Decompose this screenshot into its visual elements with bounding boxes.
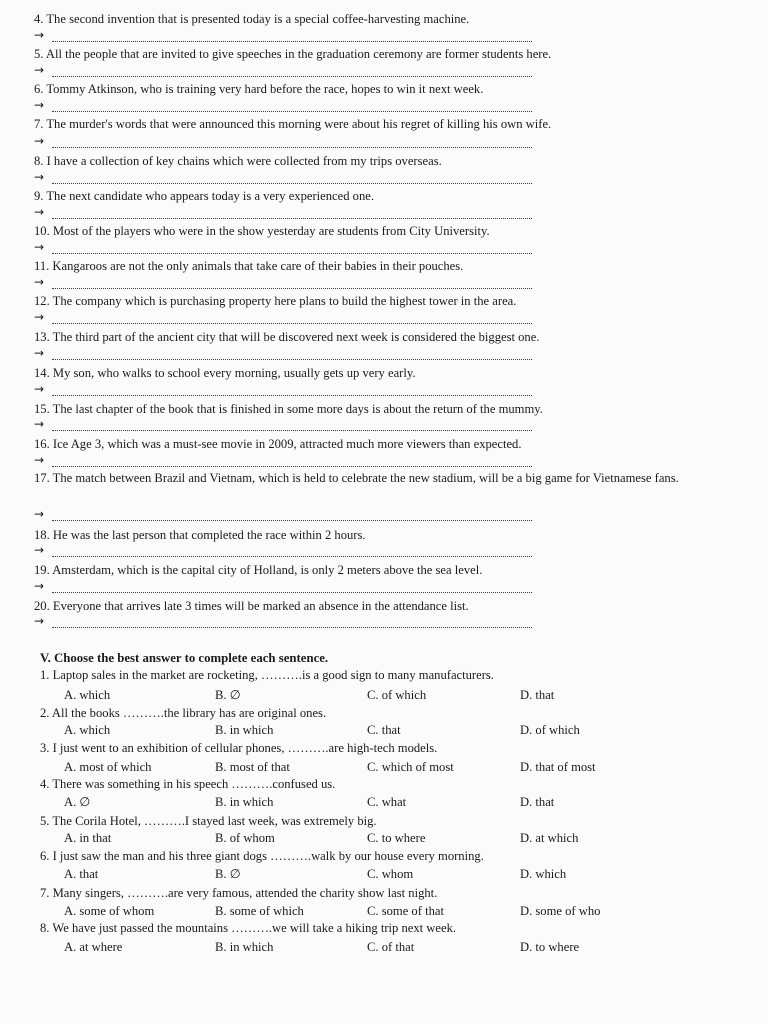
- answer-option[interactable]: A. ∅: [64, 795, 91, 809]
- exercise-sentence: 4. The second invention that is presented today is a special coffee-harvesting machine.: [34, 12, 470, 26]
- answer-option[interactable]: B. most of that: [215, 760, 290, 774]
- answer-option[interactable]: D. some of who: [520, 904, 601, 918]
- question-stem: 6. I just saw the man and his three giant dogs ……….walk by our house every morning.: [40, 849, 484, 863]
- question-stem: 4. There was something in his speech ……….confused us.: [40, 777, 336, 791]
- question-stem: 3. I just went to an exhibition of cellular phones, ……….are high-tech models.: [40, 741, 438, 755]
- answer-line[interactable]: [34, 382, 532, 399]
- exercise-sentence: 19. Amsterdam, which is the capital city of Holland, is only 2 meters above the sea level.: [34, 563, 483, 577]
- exercise-sentence: 16. Ice Age 3, which was a must-see movie in 2009, attracted much more viewers than expected.: [34, 437, 522, 451]
- arrow-icon: →: [34, 614, 45, 628]
- arrow-icon: →: [34, 346, 45, 360]
- answer-line[interactable]: [34, 453, 532, 470]
- answer-option[interactable]: C. whom: [367, 867, 414, 881]
- answer-option[interactable]: A. at where: [64, 940, 123, 954]
- answer-option[interactable]: D. that: [520, 795, 555, 809]
- answer-option[interactable]: C. of which: [367, 688, 427, 702]
- answer-option[interactable]: C. of that: [367, 940, 415, 954]
- answer-option[interactable]: B. in which: [215, 795, 274, 809]
- exercise-sentence: 17. The match between Brazil and Vietnam, which is held to celebrate the new stadium, will be a big game for Vietnamese fans.: [34, 471, 679, 485]
- dotted-answer-blank[interactable]: [52, 466, 532, 467]
- answer-option[interactable]: D. that of most: [520, 760, 596, 774]
- exercise-sentence: 6. Tommy Atkinson, who is training very hard before the race, hopes to win it next week.: [34, 82, 484, 96]
- answer-line[interactable]: [34, 614, 532, 631]
- answer-option[interactable]: B. ∅: [215, 867, 241, 881]
- arrow-icon: →: [34, 98, 45, 112]
- exercise-sentence: 5. All the people that are invited to give speeches in the graduation ceremony are former students here.: [34, 47, 552, 61]
- dotted-answer-blank[interactable]: [52, 288, 532, 289]
- exercise-sentence: 14. My son, who walks to school every morning, usually gets up very early.: [34, 366, 416, 380]
- dotted-answer-blank[interactable]: [52, 592, 532, 593]
- answer-option[interactable]: A. most of which: [64, 760, 152, 774]
- dotted-answer-blank[interactable]: [52, 556, 532, 557]
- answer-option[interactable]: A. in that: [64, 831, 112, 845]
- question-stem: 5. The Corila Hotel, ……….I stayed last week, was extremely big.: [40, 814, 377, 828]
- answer-line[interactable]: [34, 507, 532, 524]
- arrow-icon: →: [34, 134, 45, 148]
- answer-line[interactable]: [34, 205, 532, 222]
- arrow-icon: →: [34, 543, 45, 557]
- dotted-answer-blank[interactable]: [52, 395, 532, 396]
- answer-option[interactable]: C. which of most: [367, 760, 454, 774]
- arrow-icon: →: [34, 240, 45, 254]
- answer-line[interactable]: [34, 543, 532, 560]
- answer-option[interactable]: B. some of which: [215, 904, 304, 918]
- answer-option[interactable]: D. at which: [520, 831, 579, 845]
- answer-option[interactable]: A. which: [64, 688, 111, 702]
- dotted-answer-blank[interactable]: [52, 147, 532, 148]
- dotted-answer-blank[interactable]: [52, 430, 532, 431]
- exercise-sentence: 13. The third part of the ancient city that will be discovered next week is considered the biggest one.: [34, 330, 540, 344]
- answer-line[interactable]: [34, 579, 532, 596]
- section-heading: V. Choose the best answer to complete each sentence.: [40, 651, 329, 665]
- dotted-answer-blank[interactable]: [52, 218, 532, 219]
- answer-line[interactable]: [34, 28, 532, 45]
- dotted-answer-blank[interactable]: [52, 76, 532, 77]
- answer-option[interactable]: D. of which: [520, 723, 580, 737]
- answer-option[interactable]: D. which: [520, 867, 567, 881]
- answer-line[interactable]: [34, 98, 532, 115]
- arrow-icon: →: [34, 507, 45, 521]
- arrow-icon: →: [34, 275, 45, 289]
- answer-line[interactable]: [34, 134, 532, 151]
- answer-option[interactable]: A. some of whom: [64, 904, 155, 918]
- answer-line[interactable]: [34, 310, 532, 327]
- question-stem: 8. We have just passed the mountains ……….we will take a hiking trip next week.: [40, 921, 457, 935]
- exercise-sentence: 7. The murder's words that were announced this morning were about his regret of killing his own wife.: [34, 117, 552, 131]
- answer-line[interactable]: [34, 240, 532, 257]
- answer-line[interactable]: [34, 170, 532, 187]
- answer-option[interactable]: C. what: [367, 795, 407, 809]
- arrow-icon: →: [34, 417, 45, 431]
- exercise-sentence: 9. The next candidate who appears today is a very experienced one.: [34, 189, 375, 203]
- dotted-answer-blank[interactable]: [52, 359, 532, 360]
- answer-option[interactable]: B. ∅: [215, 688, 241, 702]
- answer-option[interactable]: D. to where: [520, 940, 580, 954]
- answer-line[interactable]: [34, 275, 532, 292]
- exercise-sentence: 18. He was the last person that completed the race within 2 hours.: [34, 528, 366, 542]
- answer-option[interactable]: B. of whom: [215, 831, 275, 845]
- answer-option[interactable]: C. some of that: [367, 904, 444, 918]
- answer-option[interactable]: B. in which: [215, 940, 274, 954]
- answer-option[interactable]: B. in which: [215, 723, 274, 737]
- question-stem: 2. All the books ……….the library has are original ones.: [40, 706, 327, 720]
- arrow-icon: →: [34, 170, 45, 184]
- dotted-answer-blank[interactable]: [52, 41, 532, 42]
- answer-option[interactable]: C. that: [367, 723, 401, 737]
- answer-option[interactable]: C. to where: [367, 831, 426, 845]
- arrow-icon: →: [34, 205, 45, 219]
- arrow-icon: →: [34, 453, 45, 467]
- question-stem: 7. Many singers, ……….are very famous, attended the charity show last night.: [40, 886, 438, 900]
- dotted-answer-blank[interactable]: [52, 627, 532, 628]
- exercise-sentence: 12. The company which is purchasing property here plans to build the highest tower in the area.: [34, 294, 517, 308]
- answer-option[interactable]: A. which: [64, 723, 111, 737]
- exercise-sentence: 10. Most of the players who were in the show yesterday are students from City University.: [34, 224, 490, 238]
- dotted-answer-blank[interactable]: [52, 323, 532, 324]
- arrow-icon: →: [34, 579, 45, 593]
- dotted-answer-blank[interactable]: [52, 183, 532, 184]
- exercise-sentence: 15. The last chapter of the book that is finished in some more days is about the return of the mummy.: [34, 402, 543, 416]
- exercise-sentence: 8. I have a collection of key chains which were collected from my trips overseas.: [34, 154, 442, 168]
- exercise-sentence: 11. Kangaroos are not the only animals that take care of their babies in their pouches.: [34, 259, 464, 273]
- answer-option[interactable]: A. that: [64, 867, 99, 881]
- answer-line[interactable]: [34, 63, 532, 80]
- dotted-answer-blank[interactable]: [52, 520, 532, 521]
- dotted-answer-blank[interactable]: [52, 111, 532, 112]
- arrow-icon: →: [34, 310, 45, 324]
- arrow-icon: →: [34, 28, 45, 42]
- exercise-sentence: 20. Everyone that arrives late 3 times will be marked an absence in the attendance list.: [34, 599, 469, 613]
- arrow-icon: →: [34, 63, 45, 77]
- answer-line[interactable]: [34, 346, 532, 363]
- question-stem: 1. Laptop sales in the market are rocketing, ……….is a good sign to many manufacturers.: [40, 668, 494, 682]
- arrow-icon: →: [34, 382, 45, 396]
- dotted-answer-blank[interactable]: [52, 253, 532, 254]
- answer-line[interactable]: [34, 417, 532, 434]
- answer-option[interactable]: D. that: [520, 688, 555, 702]
